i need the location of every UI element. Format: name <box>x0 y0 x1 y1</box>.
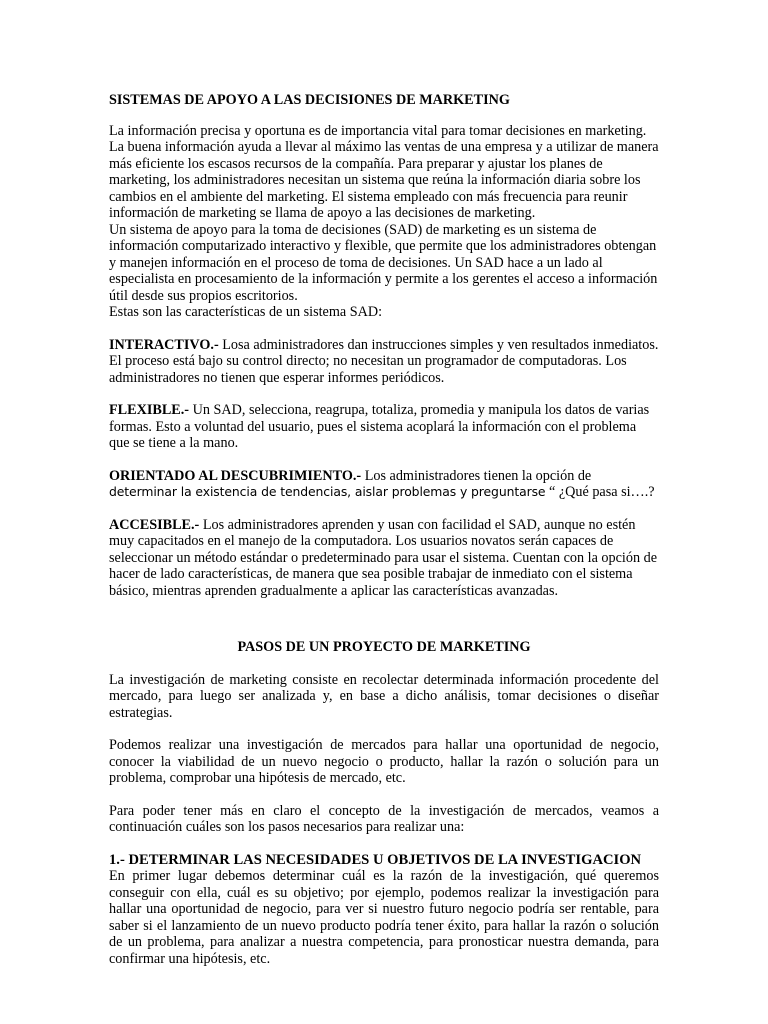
intro-paragraph: Estas son las características de un sistema SAD: <box>109 304 383 320</box>
step-title: 1.- DETERMINAR LAS NECESIDADES U OBJETIVOS DE LA INVESTIGACION <box>109 851 642 868</box>
characteristic-text-end: “ ¿Qué pasa si….? <box>545 484 655 500</box>
characteristic-accesible <box>109 517 659 600</box>
characteristic-flexible <box>109 402 659 452</box>
characteristic-text: Los administradores aprenden y usan con facilidad el SAD, aunque no estén muy capacitados en el manejo de la computadora. Los usuarios novatos serán capaces de seleccionar un método estándar o predeterminado para usar el sistema. Cuentan con la opción de hacer de lado características, de manera que sea posible trabajar de inmediato con el sistema básico, mientras aprenden gradualmente a aplicar las características avanzadas. <box>109 516 657 599</box>
characteristic-term: ACCESIBLE.- <box>109 516 200 533</box>
intro-paragraph: La información precisa y oportuna es de importancia vital para tomar decisiones en marketing. La buena información ayuda a llevar al máximo las ventas de una empresa y a utilizar de manera más eficiente los escasos recursos de la compañía. Para preparar y ajustar los planes de marketing, los administradores necesitan un sistema que reúna la información diaria sobre los cambios en el ambiente del marketing. El sistema empleado con más frecuencia para reunir información de marketing se llama de apoyo a las decisiones de marketing. <box>109 122 659 221</box>
characteristic-text: Los administradores tienen la opción de <box>361 467 592 484</box>
section-title: PASOS DE UN PROYECTO DE MARKETING <box>237 639 531 655</box>
characteristic-interactivo <box>109 337 659 387</box>
section-paragraph: Podemos realizar una investigación de mercados para hallar una oportunidad de negocio, conocer la viabilidad de un nuevo negocio o producto, hallar la razón o solución para un problema, comprobar una hipótesis de mercado, etc. <box>109 737 659 786</box>
characteristic-text: Losa administradores dan instrucciones simples y ven resultados inmediatos. El proceso está bajo su control directo; no necesitan un programador de computadoras. Los administradores no tienen que esperar informes periódicos. <box>109 336 659 386</box>
section-paragraph: La investigación de marketing consiste en recolectar determinada información procedente del mercado, para luego ser analizada y, en base a dicho análisis, tomar decisiones o diseñar estrategias. <box>109 671 659 721</box>
section-paragraph: Para poder tener más en claro el concepto de la investigación de mercados, veamos a continuación cuáles son los pasos necesarios para realizar una: <box>109 802 659 835</box>
characteristic-term: INTERACTIVO.- <box>109 336 219 353</box>
characteristic-text-alt: determinar la existencia de tendencias, aislar problemas y preguntarse <box>109 484 546 499</box>
characteristic-text: Un SAD, selecciona, reagrupa, totaliza, promedia y manipula los datos de varias formas. Esto a voluntad del usuario, pues el sistema acoplará la información con el problema que se tiene a la mano. <box>109 402 650 451</box>
characteristic-term: ORIENTADO AL DESCUBRIMIENTO.- <box>109 467 362 484</box>
characteristic-term: FLEXIBLE.- <box>109 402 190 418</box>
page-title: SISTEMAS DE APOYO A LAS DECISIONES DE MARKETING <box>109 92 510 108</box>
intro-paragraph: Un sistema de apoyo para la toma de decisiones (SAD) de marketing es un sistema de información computarizado interactivo y flexible, que permite que los administradores obtengan y manejen información en el proceso de toma de decisiones. Un SAD hace a un lado al especialista en procesamiento de la información y permite a los gerentes el acceso a información útil desde sus propios escritorios. <box>109 221 658 304</box>
characteristic-orientado <box>109 468 659 501</box>
document-page <box>109 92 659 967</box>
step-text: En primer lugar debemos determinar cuál es la razón de la investigación, qué queremos conseguir con ella, cuál es su objetivo; por ejemplo, podemos realizar la investigación para hallar una oportunidad de negocio, para ver si nuestro futuro negocio podría ser rentable, para saber si el lanzamiento de un nuevo producto podría tener éxito, para hallar la razón o solución de un problema, para analizar a nuestra competencia, para pronosticar nuestra demanda, para confirmar una hipótesis, etc. <box>109 868 659 967</box>
intro-section <box>109 123 659 321</box>
